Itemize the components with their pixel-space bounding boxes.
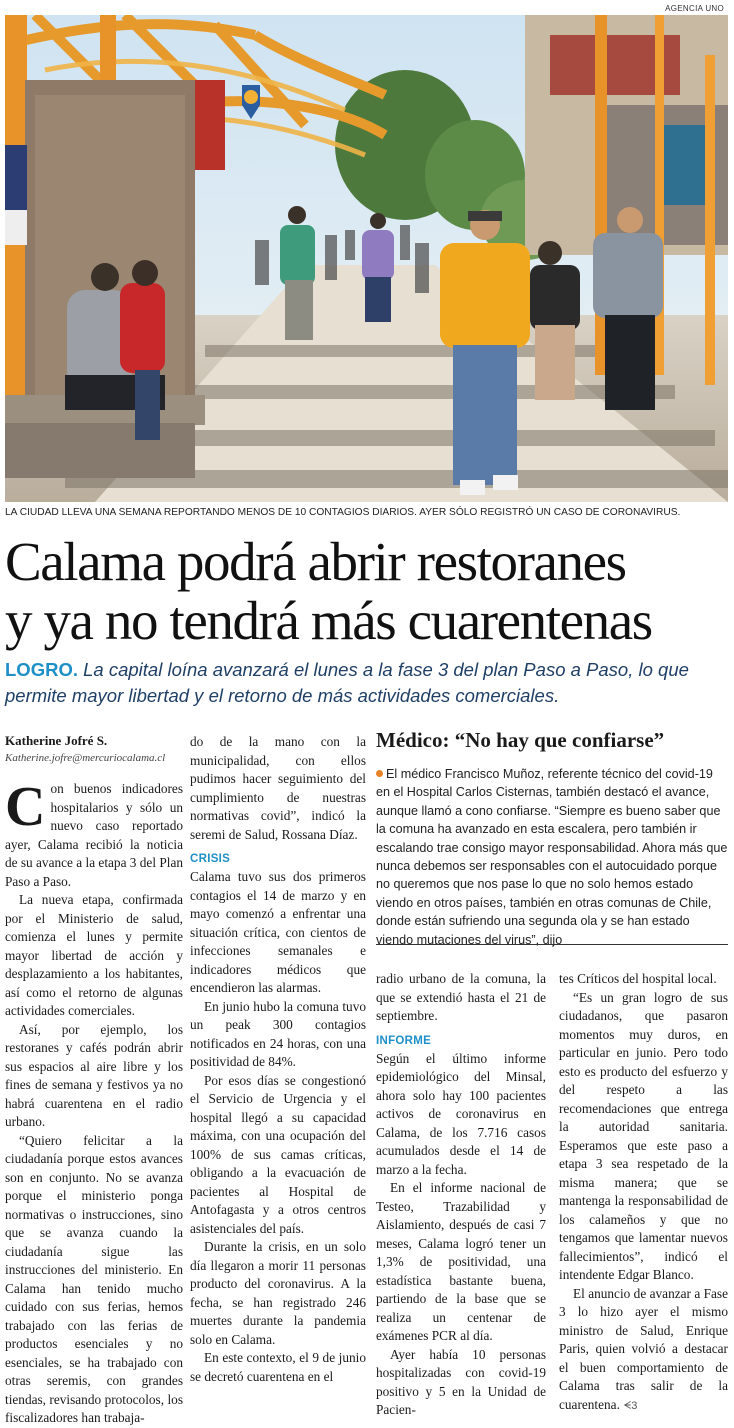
photo-credit: AGENCIA UNO: [665, 4, 724, 13]
lead-text: La capital loína avanzará el lunes a la fase 3 del plan Paso a Paso, lo que permite mayor libertad y el retorno de más actividades comerciales.: [5, 659, 689, 706]
column-3: [376, 970, 546, 1420]
paragraph: Por esos días se congestionó el Servicio de Urgencia y el hospital llegó a su capacidad máxima, con una ocupación del 100% de sus camas críticas, obligando a la evacuación de pacientes al Hospital de Antofagasta y a otros centros asistenciales del país.: [190, 1072, 366, 1236]
sidebar-box-divider: [376, 944, 728, 945]
street-scene-photo: [5, 15, 728, 502]
paragraph: Calama tuvo sus dos primeros contagios el 14 de marzo y en mayo comenzó a enfrentar una situación crítica, con cientos de infecciones semanales e indicadores médicos que encendieron las alarmas.: [190, 869, 366, 995]
sidebar-box-body: El médico Francisco Muñoz, referente técnico del covid-19 en el Hospital Carlos Cisternas, también destacó el avance, aunque llamó a cono confiarse. “Siempre es bueno saber que la comuna ha avanzado en esta escalera, pero también ir escalando trae consigo mayor responsabilidad. Ahora más que nunca debemos ser responsables con el autocuidado porque no queremos que nos pase lo que no solo hemos estado viendo en otros países, también en otras comunas de Chile, donde están sufriendo una segunda ola y se han estado viendo mutaciones del virus”, dijo: [376, 767, 728, 947]
author-name: Katherine Jofré S.: [5, 733, 108, 748]
paragraph: En el informe nacional de Testeo, Trazabilidad y Aislamiento, después de casi 7 meses, Calama logró tener un 1,3% de positividad, una estadística bastante buena, partiendo de la base que se realiza un centenar de exámenes PCR al día.: [376, 1180, 546, 1343]
paragraph: radio urbano de la comuna, la que se extendió hasta el 21 de septiembre.: [376, 971, 546, 1023]
lead-paragraph: [5, 657, 723, 709]
byline: [5, 733, 180, 764]
photo-caption: LA CIUDAD LLEVA UNA SEMANA REPORTANDO MENOS DE 10 CONTAGIOS DIARIOS. AYER SÓLO REGISTRÓ UN CASO DE CORONAVIRUS.: [5, 507, 681, 518]
paragraph: La nueva etapa, confirmada por el Ministerio de salud, comienza el lunes y permite mayor libertad de acción y desplazamiento a los habitantes, así como el retorno de algunas actividades comerciales.: [5, 892, 183, 1018]
subheading-informe: INFORME: [376, 1034, 432, 1047]
paragraph: Según el último informe epidemiológico del Minsal, ahora solo hay 100 pacientes activos de coronavirus en Calama, de los 7.716 casos acumulados desde el 14 de marzo a la fecha.: [376, 1050, 546, 1177]
paragraph: Durante la crisis, en un solo día llegaron a morir 11 personas producto del coronavirus. A la fecha, se han registrado 246 muertes durante la pandemia solo en Calama.: [190, 1239, 366, 1347]
paragraph-text: El anuncio de avanzar a Fase 3 lo hizo ayer el mismo ministro de Salud, Enrique Paris, quien volvió a destacar el buen comportamiento de Calama tras salir de la cuarentena.: [559, 1285, 728, 1412]
sidebar-box-title: Médico: “No hay que confiarse”: [376, 728, 665, 752]
paragraph: “Es un gran logro de sus ciudadanos, que pasaron momentos muy duros, en particular en junio. Pero todo esto es producto del esfuerzo y del respeto a las recomendaciones que entrega la autoridad sanitaria. Esperamos que este paso a etapa 3 sea respetado de la misma manera; que se mantenga la responsabilidad de los calameños y que no tengamos que lamentar nuevos fallecimientos”, indicó el intendente Edgar Blanco.: [559, 989, 728, 1282]
headline-line-2: y ya no tendrá más cuarentenas: [5, 590, 652, 651]
paragraph: En junio hubo la comuna tuvo un peak 300 contagios notificados en 24 horas, con una positividad de 84%.: [190, 998, 366, 1069]
end-mark-icon: ᗕ3: [623, 1399, 638, 1412]
paragraph: “Quiero felicitar a la ciudadanía porque estos avances son en conjunto. No se avanza porque el ministerio ponga normativas o instrucciones, sino que se avanza cuando la ciudadanía sigue las instrucciones del ministerio. En Calama han tenido mucho cuidado con sus ferias, hemos trabajado con las ferias de productos esenciales y no esenciales, se ha trabajado con otras seremis, con grandes tiendas, revisando protocolos, los fiscalizadores han trabaja-: [5, 1132, 183, 1425]
column-1: [5, 776, 183, 1428]
bullet-dot-icon: [376, 770, 383, 777]
paragraph: do de la mano con la municipalidad, con ellos pudimos hacer seguimiento del cumplimiento de nuestras normativas covid”, indicó la seremi de Salud, Rossana Díaz.: [190, 734, 366, 842]
lead-label: LOGRO.: [5, 659, 78, 680]
drop-cap: C: [5, 776, 46, 838]
paragraph: on buenos indicadores hospitalarios y sólo un nuevo caso reportado ayer, Calama recibió la noticia de su avance a la etapa 3 del Plan Paso a Paso.: [5, 781, 183, 889]
paragraph: En este contexto, el 9 de junio se decretó cuarentena en el: [190, 1350, 366, 1384]
column-2: [190, 733, 366, 1386]
column-4: [559, 970, 728, 1415]
paragraph: tes Críticos del hospital local.: [559, 971, 717, 986]
paragraph: Así, por ejemplo, los restoranes y cafés podrán abrir sus espacios al aire libre y los fines de semana y festivos ya no habrá cuarentena en el radio urbano.: [5, 1021, 183, 1129]
subheading-crisis: CRISIS: [190, 853, 231, 865]
paragraph: Ayer había 10 personas hospitalizadas con covid-19 positivo y 5 en la Unidad de Pacien-: [376, 1346, 546, 1417]
sidebar-box-text: [376, 765, 728, 949]
author-email[interactable]: Katherine.jofre@mercuriocalama.cl: [5, 752, 166, 764]
headline-line-1: Calama podrá abrir restoranes: [5, 531, 626, 592]
paragraph: [559, 1285, 728, 1416]
